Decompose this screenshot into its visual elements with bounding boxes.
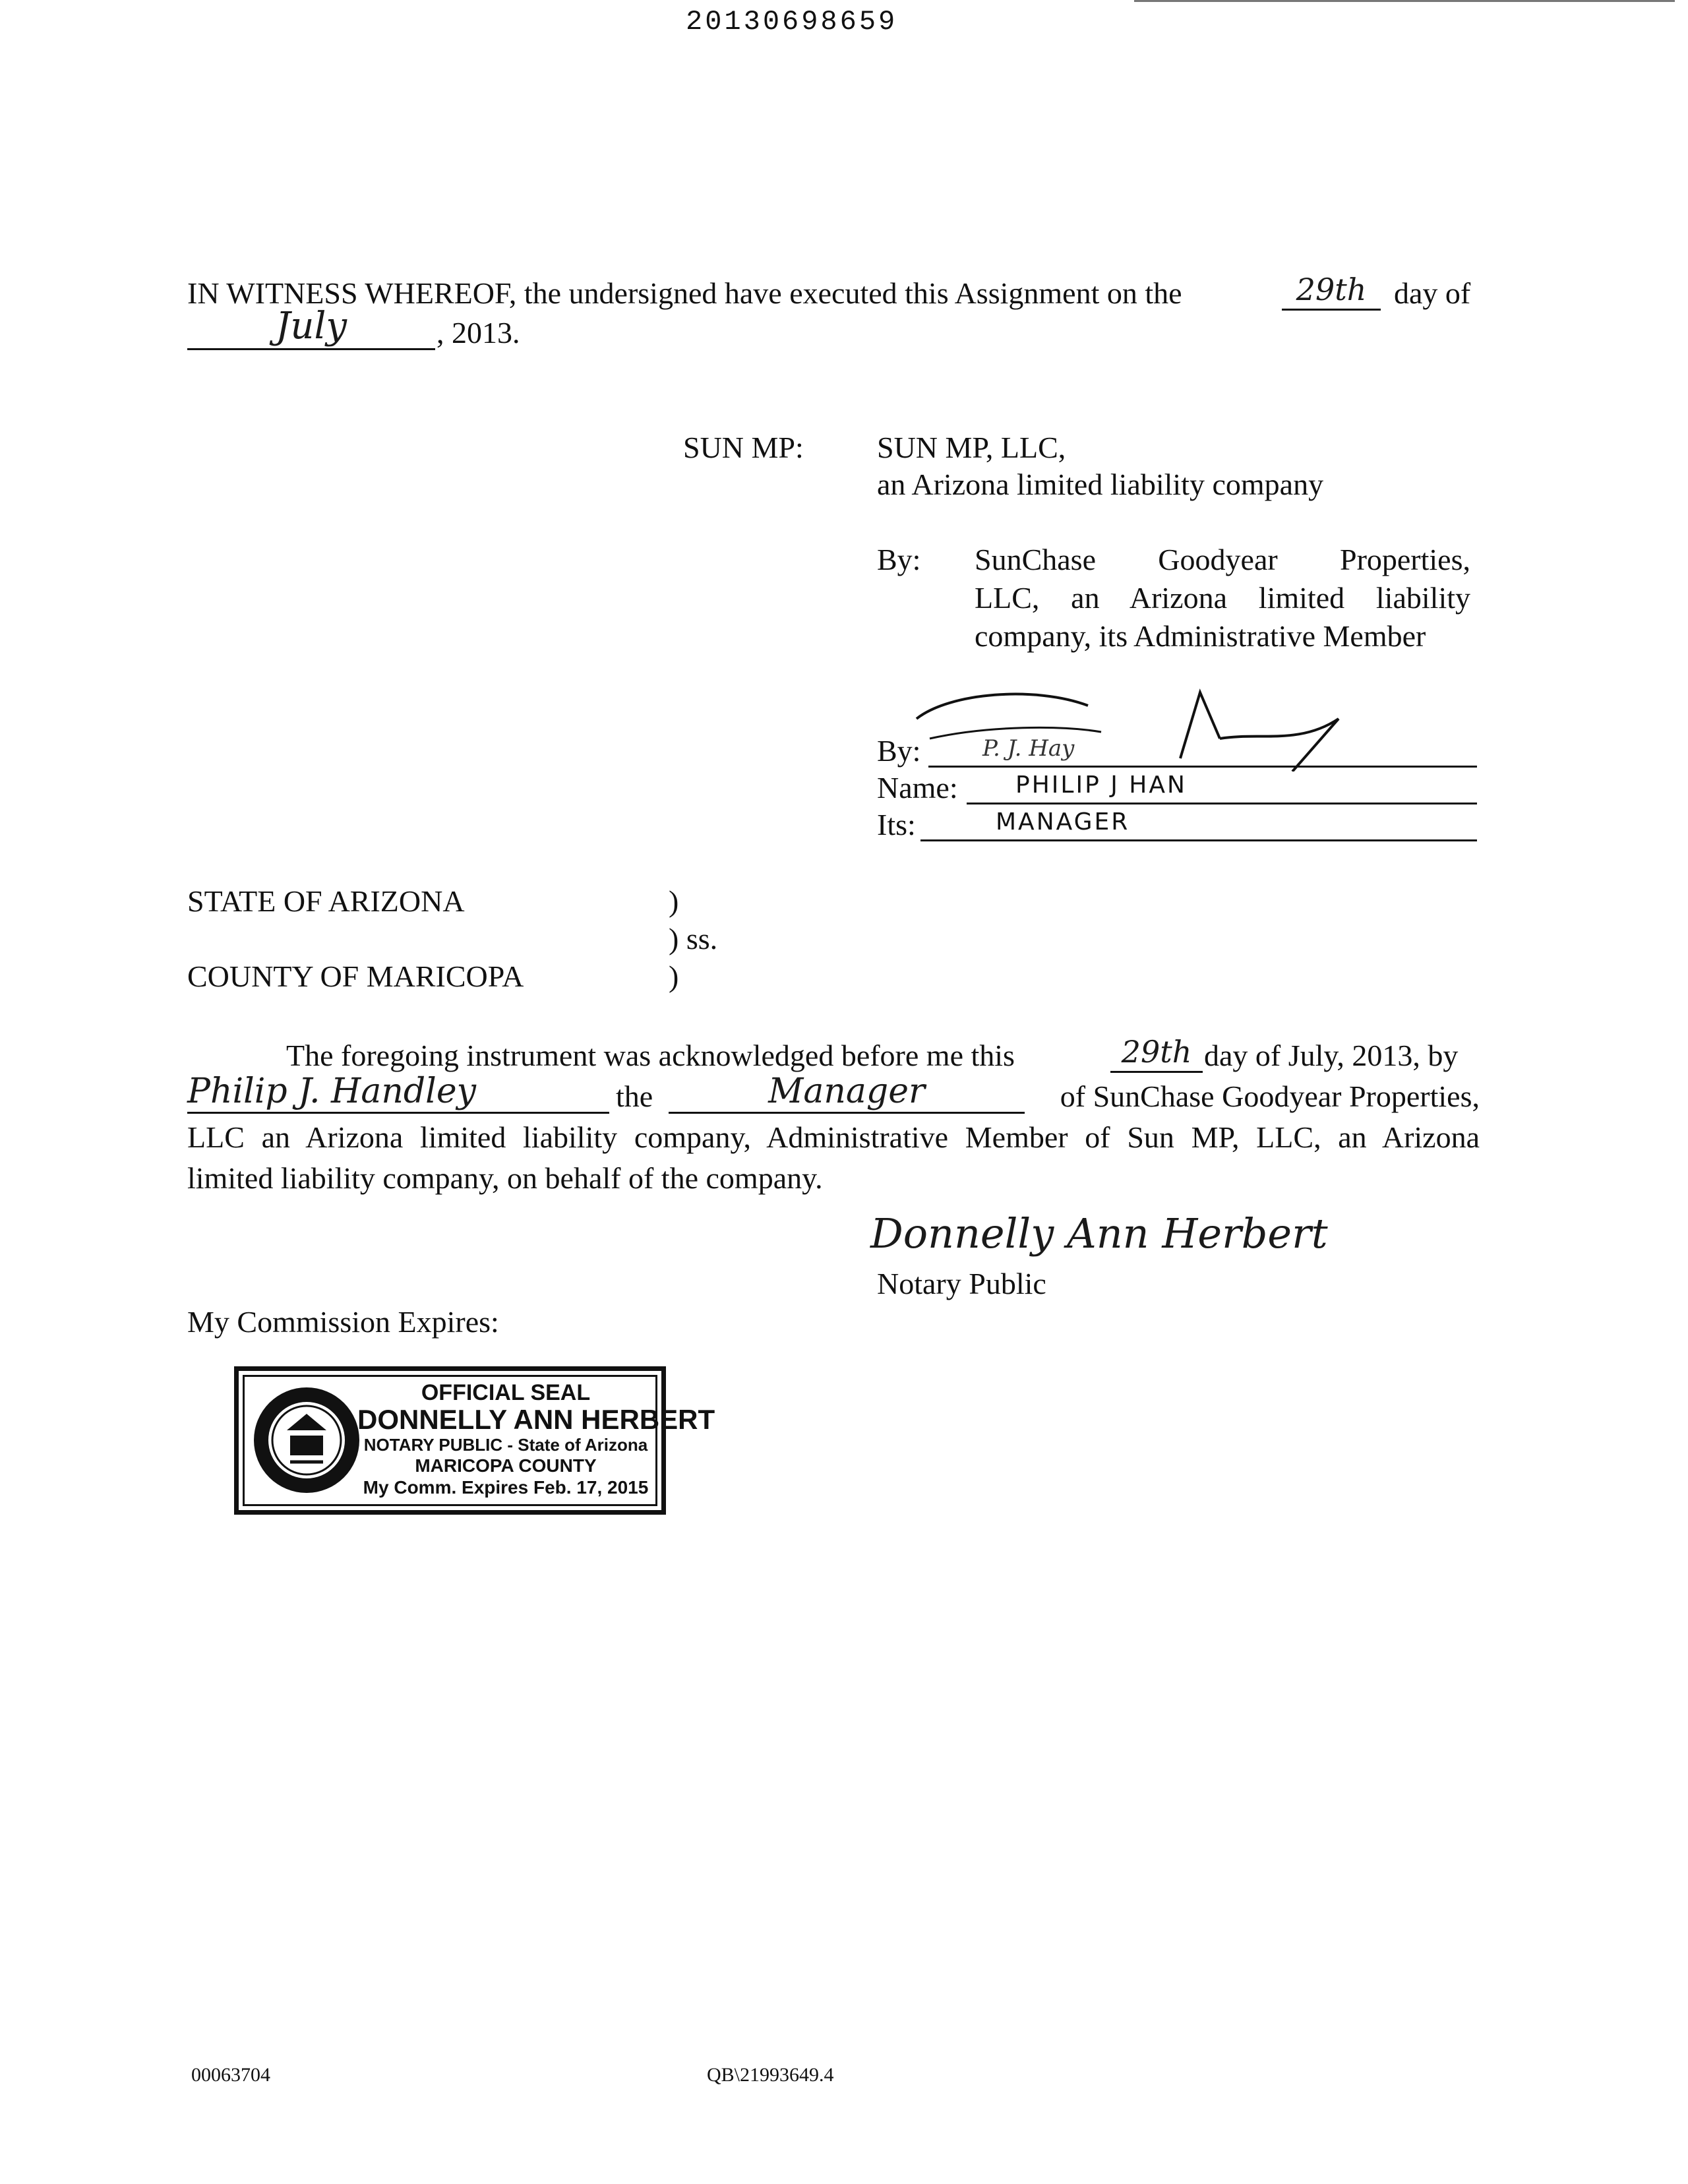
ack-day-handwritten: 29th	[1110, 1033, 1203, 1073]
venue-paren-bottom: )	[669, 959, 679, 993]
commission-expires-label: My Commission Expires:	[187, 1305, 499, 1339]
signer-its-handwritten: MANAGER	[996, 808, 1130, 835]
signer-its-row	[877, 806, 1477, 843]
witness-text: IN WITNESS WHEREOF, the undersigned have executed this Assignment on the	[187, 276, 1182, 310]
signer-its-label: Its:	[877, 808, 916, 841]
by-entity-line: SunChase Goodyear Properties,	[975, 543, 1470, 576]
entity-description: an Arizona limited liability company	[877, 468, 1324, 501]
seal-county: MARICOPA COUNTY	[415, 1455, 597, 1476]
ack-text: of SunChase Goodyear Properties,	[1060, 1079, 1480, 1113]
by-label: By:	[877, 543, 921, 576]
seal-text-block	[357, 1380, 715, 1499]
witness-month-handwritten: July	[187, 307, 435, 350]
venue-county: COUNTY OF MARICOPA	[187, 959, 524, 993]
entity-name: SUN MP, LLC,	[877, 431, 1066, 464]
top-edge-rule	[1134, 0, 1675, 2]
seal-title: OFFICIAL SEAL	[421, 1380, 591, 1405]
footer-center-code: QB\21993649.4	[707, 2064, 834, 2086]
notary-signature: Donnelly Ann Herbert	[870, 1209, 1328, 1258]
acknowledgment-paragraph	[187, 1034, 1480, 1200]
venue-paren-ss: ) ss.	[669, 922, 718, 956]
signer-by-signature: P. J. Hay	[982, 735, 1075, 762]
ack-title-handwritten: Manager	[669, 1072, 1025, 1114]
seal-expiration: My Comm. Expires Feb. 17, 2015	[363, 1477, 649, 1498]
witness-day-of: day of	[1394, 276, 1471, 310]
signer-name-label: Name:	[877, 771, 958, 804]
venue-paren-top: )	[669, 884, 679, 918]
ack-line-4: limited liability company, on behalf of the company.	[187, 1161, 823, 1195]
venue-state: STATE OF ARIZONA	[187, 884, 465, 918]
arizona-seal-emblem	[251, 1384, 363, 1496]
by-entity-line: company, its Administrative Member	[975, 619, 1426, 653]
signer-name-handwritten: PHILIP J HAN	[1015, 772, 1187, 799]
signer-by-row	[877, 732, 1477, 769]
ack-line-3: LLC an Arizona limited liability company, Administrative Member of Sun MP, LLC, an Arizona	[187, 1120, 1480, 1154]
witness-year: , 2013.	[437, 316, 520, 349]
witness-day-handwritten: 29th	[1282, 270, 1381, 311]
ack-text: day of July, 2013, by	[1204, 1039, 1459, 1072]
ack-text: the	[616, 1079, 653, 1113]
notary-public-label: Notary Public	[877, 1267, 1046, 1300]
seal-notary-public: NOTARY PUBLIC - State of Arizona	[363, 1435, 648, 1455]
by-entity	[975, 541, 1470, 655]
ack-line-2	[187, 1072, 1480, 1118]
ack-name-handwritten: Philip J. Handley	[187, 1072, 609, 1114]
witness-line-2	[187, 305, 649, 353]
signer-name-row	[877, 769, 1477, 806]
party-label: SUN MP:	[683, 431, 804, 464]
document-number: 20130698659	[686, 6, 898, 38]
signer-by-label: By:	[877, 734, 921, 768]
footer-left-code: 00063704	[191, 2064, 270, 2086]
seal-notary-name: DONNELLY ANN HERBERT	[357, 1404, 715, 1435]
ack-text: The foregoing instrument was acknowledged before me this	[286, 1039, 1015, 1072]
by-entity-line: LLC, an Arizona limited liability	[975, 581, 1470, 615]
notary-seal-stamp	[234, 1366, 715, 1515]
